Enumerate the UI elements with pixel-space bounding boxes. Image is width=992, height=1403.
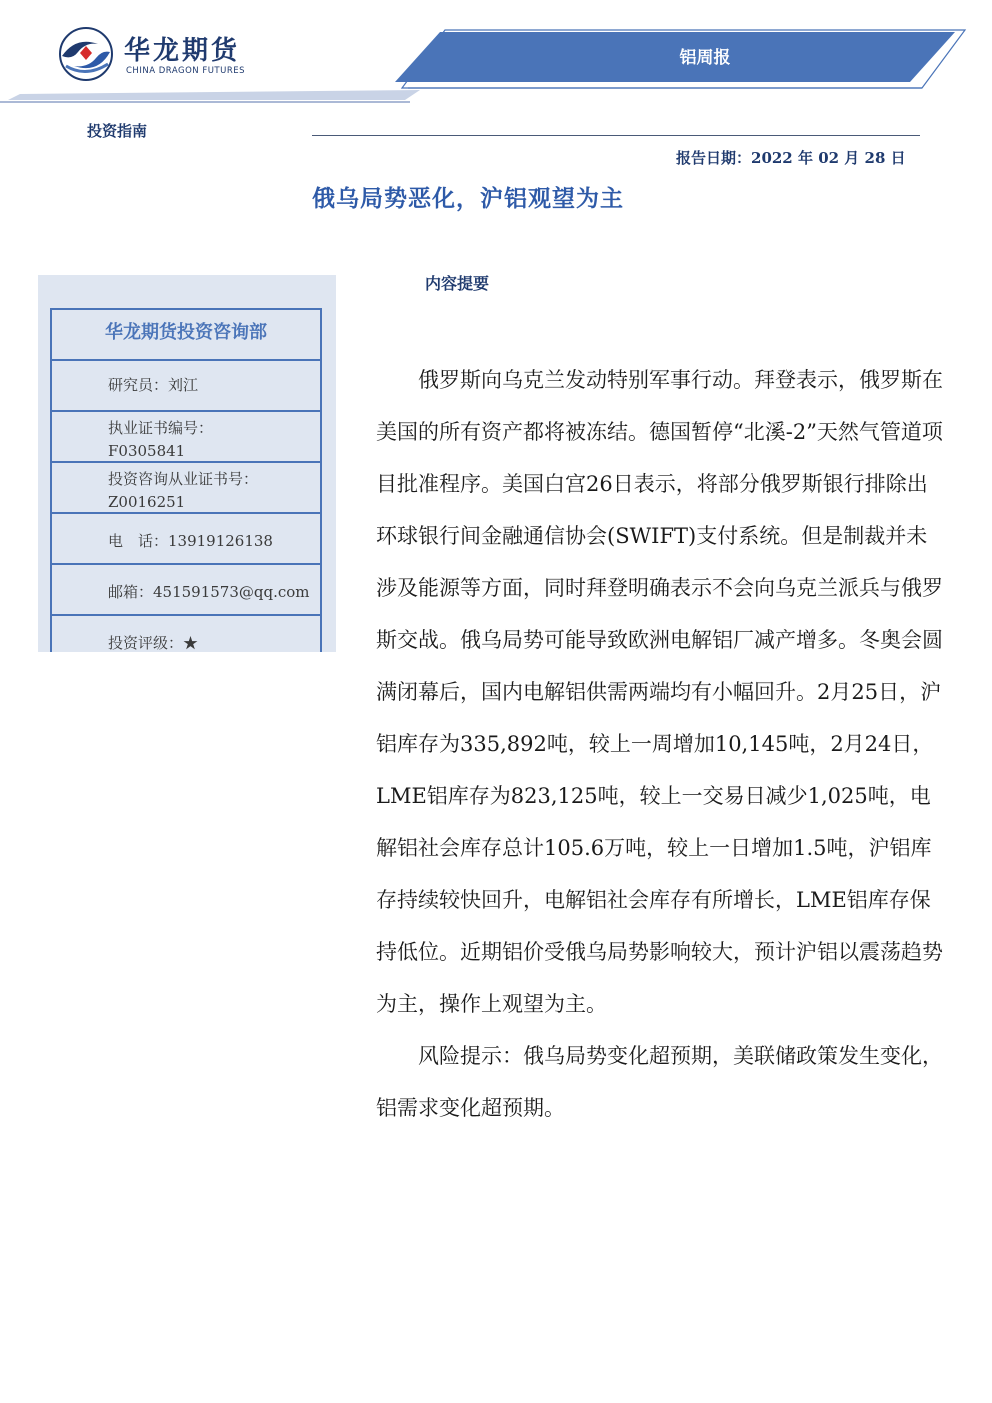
analyst-info-box bbox=[50, 308, 322, 652]
license-row bbox=[52, 412, 320, 463]
sidebar-title-row bbox=[52, 310, 320, 361]
report-type-label: 铝周报 bbox=[679, 48, 731, 68]
logo-name: 华龙期货 bbox=[124, 36, 241, 66]
phone-text: 电 话：13919126138 bbox=[108, 532, 273, 550]
sidebar-title: 华龙期货投资咨询部 bbox=[105, 322, 267, 343]
researcher-row bbox=[52, 361, 320, 412]
email-row bbox=[52, 565, 320, 616]
consult-license-row bbox=[52, 463, 320, 514]
license-label: 执业证书编号： bbox=[108, 419, 214, 437]
analyst-sidebar bbox=[38, 275, 336, 652]
researcher-text: 研究员：刘江 bbox=[108, 376, 199, 394]
consult-license-label: 投资咨询从业证书号： bbox=[108, 470, 259, 488]
risk-paragraph: 风险提示：俄乌局势变化超预期，美联储政策发生变化，铝需求变化超预期。 bbox=[376, 1044, 943, 1120]
summary-heading: 内容提要 bbox=[425, 274, 490, 293]
license-value: F0305841 bbox=[108, 442, 186, 460]
rating-row bbox=[52, 616, 320, 652]
report-date: 报告日期：2022 年 02 月 28 日 bbox=[676, 149, 906, 167]
email-text: 邮箱：451591573@qq.com bbox=[108, 583, 310, 601]
summary-paragraph: 俄罗斯向乌克兰发动特别军事行动。拜登表示，俄罗斯在美国的所有资产都将被冻结。德国暂停“北溪-2”天然气管道项目批准程序。美国白宫26日表示，将部分俄罗斯银行排除出环球银行间金融通信协会(SWIFT)支付系统。但是制裁并未涉及能源等方面，同时拜登明确表示不会向乌克兰派兵与俄罗斯交战。俄乌局势可能导致欧洲电解铝厂减产增多。冬奥会圆满闭幕后，国内电解铝供需两端均有小幅回升。2月25日，沪铝库存为335,892吨，较上一周增加10,145吨，2月24日，LME铝库存为823,125吨，较上一交易日减少1,025吨，电解铝社会库存总计105.6万吨，较上一日增加1.5吨，沪铝库存持续较快回升，电解铝社会库存有所增长，LME铝库存保持低位。近期铝价受俄乌局势影响较大，预计沪铝以震荡趋势为主，操作上观望为主。 bbox=[376, 368, 943, 1016]
rating-text: 投资评级：★ bbox=[108, 634, 199, 652]
section-label: 投资指南 bbox=[87, 122, 148, 140]
header-divider bbox=[312, 135, 920, 136]
consult-license-value: Z0016251 bbox=[108, 493, 186, 511]
phone-row bbox=[52, 514, 320, 565]
dragon-logo-icon bbox=[58, 26, 118, 82]
header-swoosh bbox=[8, 90, 420, 100]
summary-body bbox=[376, 354, 948, 1134]
logo-subtitle: CHINA DRAGON FUTURES bbox=[126, 66, 246, 76]
page-title: 俄乌局势恶化，沪铝观望为主 bbox=[312, 185, 624, 212]
company-logo bbox=[58, 26, 258, 84]
